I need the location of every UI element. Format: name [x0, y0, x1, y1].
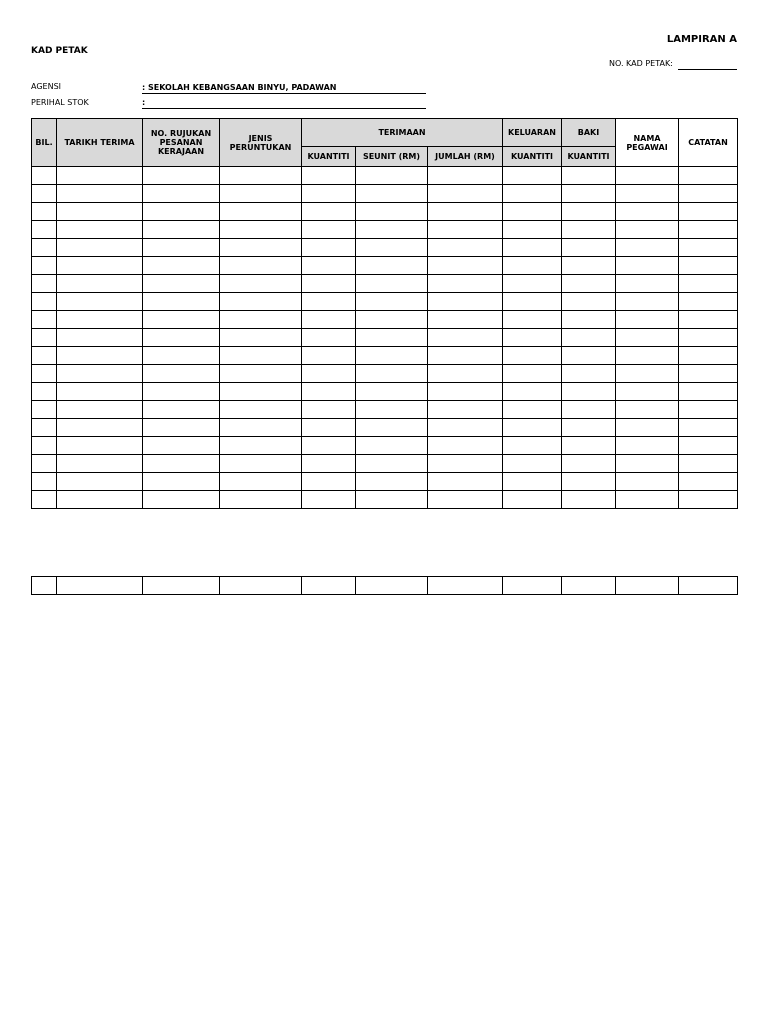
table-cell[interactable]	[302, 329, 356, 347]
lampiran-label: LAMPIRAN A	[666, 34, 737, 45]
table-cell[interactable]	[616, 257, 679, 275]
table-cell[interactable]	[32, 329, 57, 347]
table-cell[interactable]	[302, 203, 356, 221]
table-cell[interactable]	[143, 401, 220, 419]
table-cell[interactable]	[562, 419, 616, 437]
table-cell[interactable]	[302, 293, 356, 311]
table-cell[interactable]	[679, 257, 738, 275]
table-cell[interactable]	[143, 257, 220, 275]
table-cell[interactable]	[57, 455, 143, 473]
table-cell[interactable]	[143, 347, 220, 365]
table-cell[interactable]	[356, 293, 428, 311]
table-cell[interactable]	[562, 329, 616, 347]
table-cell[interactable]	[428, 401, 503, 419]
table-cell[interactable]	[679, 221, 738, 239]
table-cell[interactable]	[356, 455, 428, 473]
header-keluaran: KELUARAN	[503, 119, 562, 147]
table-cell[interactable]	[57, 275, 143, 293]
table-cell[interactable]	[679, 239, 738, 257]
header-baki: BAKI	[562, 119, 616, 147]
table-cell[interactable]	[220, 329, 302, 347]
table-cell[interactable]	[32, 473, 57, 491]
table-cell[interactable]	[679, 293, 738, 311]
table-cell[interactable]	[562, 203, 616, 221]
table-cell[interactable]	[143, 383, 220, 401]
table-cell[interactable]	[503, 167, 562, 185]
table-cell[interactable]	[562, 311, 616, 329]
table-row	[32, 239, 738, 257]
table-cell[interactable]	[679, 455, 738, 473]
table-cell[interactable]	[679, 329, 738, 347]
header-nama-pegawai: NAMA PEGAWAI	[616, 119, 679, 167]
table-cell[interactable]	[679, 347, 738, 365]
table-cell[interactable]	[562, 401, 616, 419]
subheader-jumlah: JUMLAH (RM)	[428, 147, 503, 167]
table-cell[interactable]	[562, 275, 616, 293]
table-cell[interactable]	[220, 383, 302, 401]
table-cell[interactable]	[356, 365, 428, 383]
table-cell[interactable]	[428, 167, 503, 185]
table-cell[interactable]	[220, 577, 302, 595]
table-cell[interactable]	[679, 203, 738, 221]
table-cell[interactable]	[302, 257, 356, 275]
table-cell[interactable]	[428, 491, 503, 509]
table-cell[interactable]	[143, 455, 220, 473]
table-cell[interactable]	[356, 419, 428, 437]
table-cell[interactable]	[616, 491, 679, 509]
table-cell[interactable]	[143, 203, 220, 221]
table-cell[interactable]	[32, 185, 57, 203]
table-cell[interactable]	[503, 203, 562, 221]
agensi-label: AGENSI	[31, 82, 62, 91]
table-cell[interactable]	[143, 311, 220, 329]
table-cell[interactable]	[562, 365, 616, 383]
table-cell[interactable]	[302, 239, 356, 257]
table-cell[interactable]	[562, 257, 616, 275]
table-cell[interactable]	[302, 577, 356, 595]
table-cell[interactable]	[32, 365, 57, 383]
table-cell[interactable]	[356, 383, 428, 401]
header-jenis-peruntukan: JENIS PERUNTUKAN	[220, 119, 302, 167]
stock-card-table	[31, 118, 738, 509]
table-cell[interactable]	[57, 577, 143, 595]
table-cell[interactable]	[616, 347, 679, 365]
table-cell[interactable]	[32, 347, 57, 365]
table-cell[interactable]	[616, 473, 679, 491]
table-cell[interactable]	[57, 257, 143, 275]
table-cell[interactable]	[57, 293, 143, 311]
table-cell[interactable]	[428, 275, 503, 293]
table-cell[interactable]	[220, 239, 302, 257]
table-cell[interactable]	[302, 311, 356, 329]
table-cell[interactable]	[428, 347, 503, 365]
table-cell[interactable]	[428, 203, 503, 221]
table-cell[interactable]	[503, 401, 562, 419]
table-cell[interactable]	[143, 491, 220, 509]
table-row	[32, 365, 738, 383]
table-cell[interactable]	[562, 347, 616, 365]
table-cell[interactable]	[679, 437, 738, 455]
perihal-stok-label: PERIHAL STOK	[31, 98, 89, 107]
table-cell[interactable]	[32, 239, 57, 257]
table-cell[interactable]	[503, 293, 562, 311]
table-cell[interactable]	[57, 329, 143, 347]
perihal-stok-field[interactable]: :	[142, 97, 426, 109]
table-cell[interactable]	[679, 401, 738, 419]
table-cell[interactable]	[32, 293, 57, 311]
table-cell[interactable]	[428, 365, 503, 383]
table-cell[interactable]	[616, 419, 679, 437]
table-cell[interactable]	[503, 455, 562, 473]
table-cell[interactable]	[143, 167, 220, 185]
table-cell[interactable]	[616, 383, 679, 401]
table-cell[interactable]	[562, 491, 616, 509]
table-cell[interactable]	[562, 167, 616, 185]
table-cell[interactable]	[356, 577, 428, 595]
table-cell[interactable]	[57, 167, 143, 185]
table-cell[interactable]	[616, 239, 679, 257]
table-cell[interactable]	[616, 455, 679, 473]
table-cell[interactable]	[428, 455, 503, 473]
table-cell[interactable]	[616, 167, 679, 185]
table-cell[interactable]	[220, 437, 302, 455]
table-cell[interactable]	[616, 275, 679, 293]
subheader-seunit: SEUNIT (RM)	[356, 147, 428, 167]
agensi-value: : SEKOLAH KEBANGSAAN BINYU, PADAWAN	[142, 82, 426, 94]
header-catatan: CATATAN	[679, 119, 738, 167]
table-cell[interactable]	[428, 437, 503, 455]
table-cell[interactable]	[562, 221, 616, 239]
table-cell[interactable]	[57, 365, 143, 383]
table-cell[interactable]	[616, 203, 679, 221]
table-cell[interactable]	[143, 329, 220, 347]
table-cell[interactable]	[679, 365, 738, 383]
table-cell[interactable]	[428, 577, 503, 595]
page-title: KAD PETAK	[31, 46, 88, 56]
table-cell[interactable]	[356, 491, 428, 509]
table-cell[interactable]	[679, 473, 738, 491]
table-row	[32, 437, 738, 455]
table-cell[interactable]	[356, 203, 428, 221]
table-cell[interactable]	[57, 311, 143, 329]
table-row	[32, 329, 738, 347]
table-cell[interactable]	[32, 419, 57, 437]
table-cell[interactable]	[57, 203, 143, 221]
table-cell[interactable]	[57, 347, 143, 365]
table-cell[interactable]	[503, 347, 562, 365]
table-row	[32, 455, 738, 473]
table-cell[interactable]	[679, 383, 738, 401]
table-cell[interactable]	[302, 437, 356, 455]
table-cell[interactable]	[57, 383, 143, 401]
table-cell[interactable]	[356, 329, 428, 347]
table-cell[interactable]	[220, 293, 302, 311]
table-cell[interactable]	[503, 365, 562, 383]
table-cell[interactable]	[143, 365, 220, 383]
table-cell[interactable]	[220, 275, 302, 293]
table-cell[interactable]	[356, 437, 428, 455]
table-cell[interactable]	[32, 491, 57, 509]
table-cell[interactable]	[356, 347, 428, 365]
table-cell[interactable]	[356, 185, 428, 203]
table-cell[interactable]	[503, 473, 562, 491]
table-row	[32, 491, 738, 509]
table-cell[interactable]	[356, 311, 428, 329]
table-cell[interactable]	[503, 329, 562, 347]
table-cell[interactable]	[32, 401, 57, 419]
table-cell[interactable]	[356, 401, 428, 419]
table-cell[interactable]	[143, 293, 220, 311]
table-cell[interactable]	[220, 401, 302, 419]
subheader-terimaan-kuantiti: KUANTITI	[302, 147, 356, 167]
table-cell[interactable]	[503, 419, 562, 437]
table-cell[interactable]	[57, 419, 143, 437]
table-cell[interactable]	[302, 185, 356, 203]
table-cell[interactable]	[616, 401, 679, 419]
table-cell[interactable]	[356, 167, 428, 185]
table-cell[interactable]	[220, 491, 302, 509]
table-cell[interactable]	[302, 419, 356, 437]
table-cell[interactable]	[503, 437, 562, 455]
table-cell[interactable]	[503, 275, 562, 293]
table-cell[interactable]	[679, 167, 738, 185]
table-cell[interactable]	[428, 383, 503, 401]
table-cell[interactable]	[428, 221, 503, 239]
table-cell[interactable]	[503, 311, 562, 329]
table-cell[interactable]	[616, 437, 679, 455]
table-cell[interactable]	[428, 419, 503, 437]
table-cell[interactable]	[302, 401, 356, 419]
table-cell[interactable]	[143, 577, 220, 595]
table-cell[interactable]	[428, 329, 503, 347]
table-row	[32, 167, 738, 185]
subheader-keluaran-kuantiti: KUANTITI	[503, 147, 562, 167]
table-row	[32, 185, 738, 203]
table-cell[interactable]	[503, 383, 562, 401]
table-cell[interactable]	[143, 437, 220, 455]
table-cell[interactable]	[356, 221, 428, 239]
table-row	[32, 311, 738, 329]
table-cell[interactable]	[32, 167, 57, 185]
table-cell[interactable]	[616, 221, 679, 239]
table-cell[interactable]	[562, 293, 616, 311]
table-cell[interactable]	[32, 383, 57, 401]
table-row	[32, 347, 738, 365]
table-cell[interactable]	[616, 185, 679, 203]
table-cell[interactable]	[32, 437, 57, 455]
table-cell[interactable]	[616, 311, 679, 329]
table-cell[interactable]	[356, 275, 428, 293]
table-row	[32, 383, 738, 401]
table-cell[interactable]	[302, 473, 356, 491]
table-cell[interactable]	[32, 275, 57, 293]
table-cell[interactable]	[302, 221, 356, 239]
header-no-rujukan: NO. RUJUKAN PESANAN KERAJAAN	[143, 119, 220, 167]
table-cell[interactable]	[143, 185, 220, 203]
table-cell[interactable]	[302, 167, 356, 185]
table-cell[interactable]	[428, 239, 503, 257]
table-cell[interactable]	[428, 293, 503, 311]
table-cell[interactable]	[302, 365, 356, 383]
table-cell[interactable]	[616, 365, 679, 383]
table-cell[interactable]	[562, 455, 616, 473]
summary-table	[31, 576, 738, 595]
no-kad-petak-label: NO. KAD PETAK:	[609, 59, 673, 68]
table-cell[interactable]	[503, 491, 562, 509]
subheader-baki-kuantiti: KUANTITI	[562, 147, 616, 167]
table-cell[interactable]	[356, 473, 428, 491]
table-row	[32, 401, 738, 419]
table-cell[interactable]	[679, 275, 738, 293]
table-cell[interactable]	[143, 221, 220, 239]
table-cell[interactable]	[616, 293, 679, 311]
table-cell[interactable]	[428, 473, 503, 491]
table-cell[interactable]	[220, 167, 302, 185]
table-cell[interactable]	[32, 455, 57, 473]
table-cell[interactable]	[143, 473, 220, 491]
table-cell[interactable]	[302, 455, 356, 473]
table-cell[interactable]	[679, 577, 738, 595]
table-cell[interactable]	[356, 239, 428, 257]
table-cell[interactable]	[616, 329, 679, 347]
table-cell[interactable]	[302, 383, 356, 401]
table-cell[interactable]	[428, 185, 503, 203]
table-cell[interactable]	[57, 185, 143, 203]
table-cell[interactable]	[57, 437, 143, 455]
table-cell[interactable]	[220, 419, 302, 437]
table-cell[interactable]	[503, 257, 562, 275]
table-cell[interactable]	[32, 311, 57, 329]
table-cell[interactable]	[616, 577, 679, 595]
table-cell[interactable]	[220, 185, 302, 203]
table-cell[interactable]	[428, 257, 503, 275]
table-cell[interactable]	[302, 347, 356, 365]
table-cell[interactable]	[57, 221, 143, 239]
table-cell[interactable]	[220, 347, 302, 365]
table-cell[interactable]	[32, 203, 57, 221]
table-cell[interactable]	[32, 221, 57, 239]
table-cell[interactable]	[220, 365, 302, 383]
table-row	[32, 257, 738, 275]
table-row	[32, 275, 738, 293]
table-cell[interactable]	[57, 401, 143, 419]
table-cell[interactable]	[679, 185, 738, 203]
summary-row	[32, 577, 738, 595]
table-cell[interactable]	[679, 311, 738, 329]
header-bil: BIL.	[32, 119, 57, 167]
table-cell[interactable]	[32, 257, 57, 275]
table-cell[interactable]	[57, 239, 143, 257]
table-cell[interactable]	[220, 311, 302, 329]
table-cell[interactable]	[356, 257, 428, 275]
table-row	[32, 221, 738, 239]
header-terimaan: TERIMAAN	[302, 119, 503, 147]
table-cell[interactable]	[679, 491, 738, 509]
table-row	[32, 293, 738, 311]
table-cell[interactable]	[220, 473, 302, 491]
table-row	[32, 203, 738, 221]
table-cell[interactable]	[503, 185, 562, 203]
table-cell[interactable]	[562, 383, 616, 401]
table-cell[interactable]	[220, 221, 302, 239]
table-cell[interactable]	[220, 455, 302, 473]
table-row	[32, 419, 738, 437]
table-cell[interactable]	[562, 239, 616, 257]
table-cell[interactable]	[57, 491, 143, 509]
table-cell[interactable]	[302, 275, 356, 293]
table-cell[interactable]	[562, 473, 616, 491]
table-cell[interactable]	[503, 239, 562, 257]
table-cell[interactable]	[32, 577, 57, 595]
table-cell[interactable]	[428, 311, 503, 329]
table-cell[interactable]	[143, 419, 220, 437]
no-kad-petak-field[interactable]	[678, 69, 737, 70]
table-cell[interactable]	[503, 221, 562, 239]
table-cell[interactable]	[562, 437, 616, 455]
table-cell[interactable]	[143, 239, 220, 257]
table-cell[interactable]	[679, 419, 738, 437]
table-cell[interactable]	[220, 257, 302, 275]
header-tarikh-terima: TARIKH TERIMA	[57, 119, 143, 167]
table-row	[32, 473, 738, 491]
table-cell[interactable]	[57, 473, 143, 491]
table-cell[interactable]	[143, 275, 220, 293]
table-cell[interactable]	[220, 203, 302, 221]
table-cell[interactable]	[562, 577, 616, 595]
table-cell[interactable]	[503, 577, 562, 595]
table-cell[interactable]	[562, 185, 616, 203]
table-cell[interactable]	[302, 491, 356, 509]
